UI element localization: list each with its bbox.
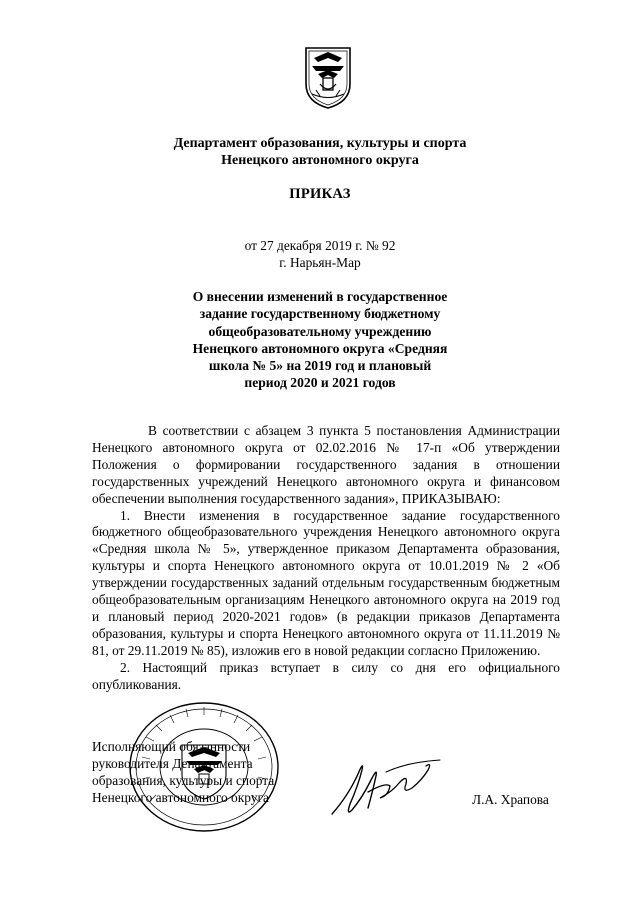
- order-date-number: от 27 декабря 2019 г. № 92: [244, 238, 396, 253]
- order-body: [92, 423, 560, 694]
- signatory-title: [92, 738, 312, 806]
- order-point-2: 2. Настоящий приказ вступает в силу со дня его официального опубликования.: [92, 659, 560, 692]
- subject-line: школа № 5» на 2019 год и плановый: [208, 358, 432, 374]
- subject-line: общеобразовательному учреждению: [208, 323, 432, 339]
- order-subject: [0, 288, 640, 392]
- signatory-name: Л.А. Храпова: [472, 792, 549, 807]
- department-header: [0, 135, 640, 169]
- handwritten-signature-icon: [328, 752, 448, 824]
- signatory-title-line: руководителя Департамента: [92, 756, 253, 771]
- subject-line: Ненецкого автономного округа «Средняя: [192, 340, 448, 356]
- coat-of-arms-icon: [302, 44, 354, 110]
- subject-line: задание государственному бюджетному: [199, 306, 441, 322]
- signatory-title-line: образования, культуры и спорта: [92, 773, 275, 788]
- department-line: Ненецкого автономного округа: [221, 153, 419, 168]
- order-point-1: 1. Внести изменения в государственное задание государственного бюджетного общеобразовательного учреждения Ненецкого автономного округа «Средняя школа № 5», утвержденное приказом Департамента образования, культуры и спорта Ненецкого автономного округа от 10.01.2019 № 2 «Об утверждении государственных заданий отдельным государственным бюджетным общеобразовательным организациям Ненецкого автономного округа на 2019 год и плановый период 2020-2021 годов» (в редакции приказов Департамента образования, культуры и спорта Ненецкого автономного округа от 11.11.2019 № 81, от 29.11.2019 № 85), изложив его в новой редакции согласно Приложению.: [92, 507, 560, 658]
- order-meta: [0, 237, 640, 271]
- order-city: г. Нарьян-Мар: [279, 255, 361, 270]
- subject-line: О внесении изменений в государственное: [192, 289, 448, 304]
- preamble-paragraph: В соответствии с абзацем 3 пункта 5 постановления Администрации Ненецкого автономного округа от 02.02.2016 № 17-п «Об утверждении Положения о формировании государственного задания в отношении государственных учреждений Ненецкого автономного округа и финансовом обеспечении выполнения государственного задания», ПРИКАЗЫВАЮ:: [92, 423, 560, 506]
- department-line: Департамент образования, культуры и спорта: [173, 136, 467, 151]
- subject-line: период 2020 и 2021 годов: [244, 375, 396, 391]
- signatory-title-line: Ненецкого автономного округа: [92, 790, 269, 805]
- order-title: ПРИКАЗ: [289, 186, 351, 202]
- signatory-title-line: Исполняющий обязанности: [92, 739, 251, 754]
